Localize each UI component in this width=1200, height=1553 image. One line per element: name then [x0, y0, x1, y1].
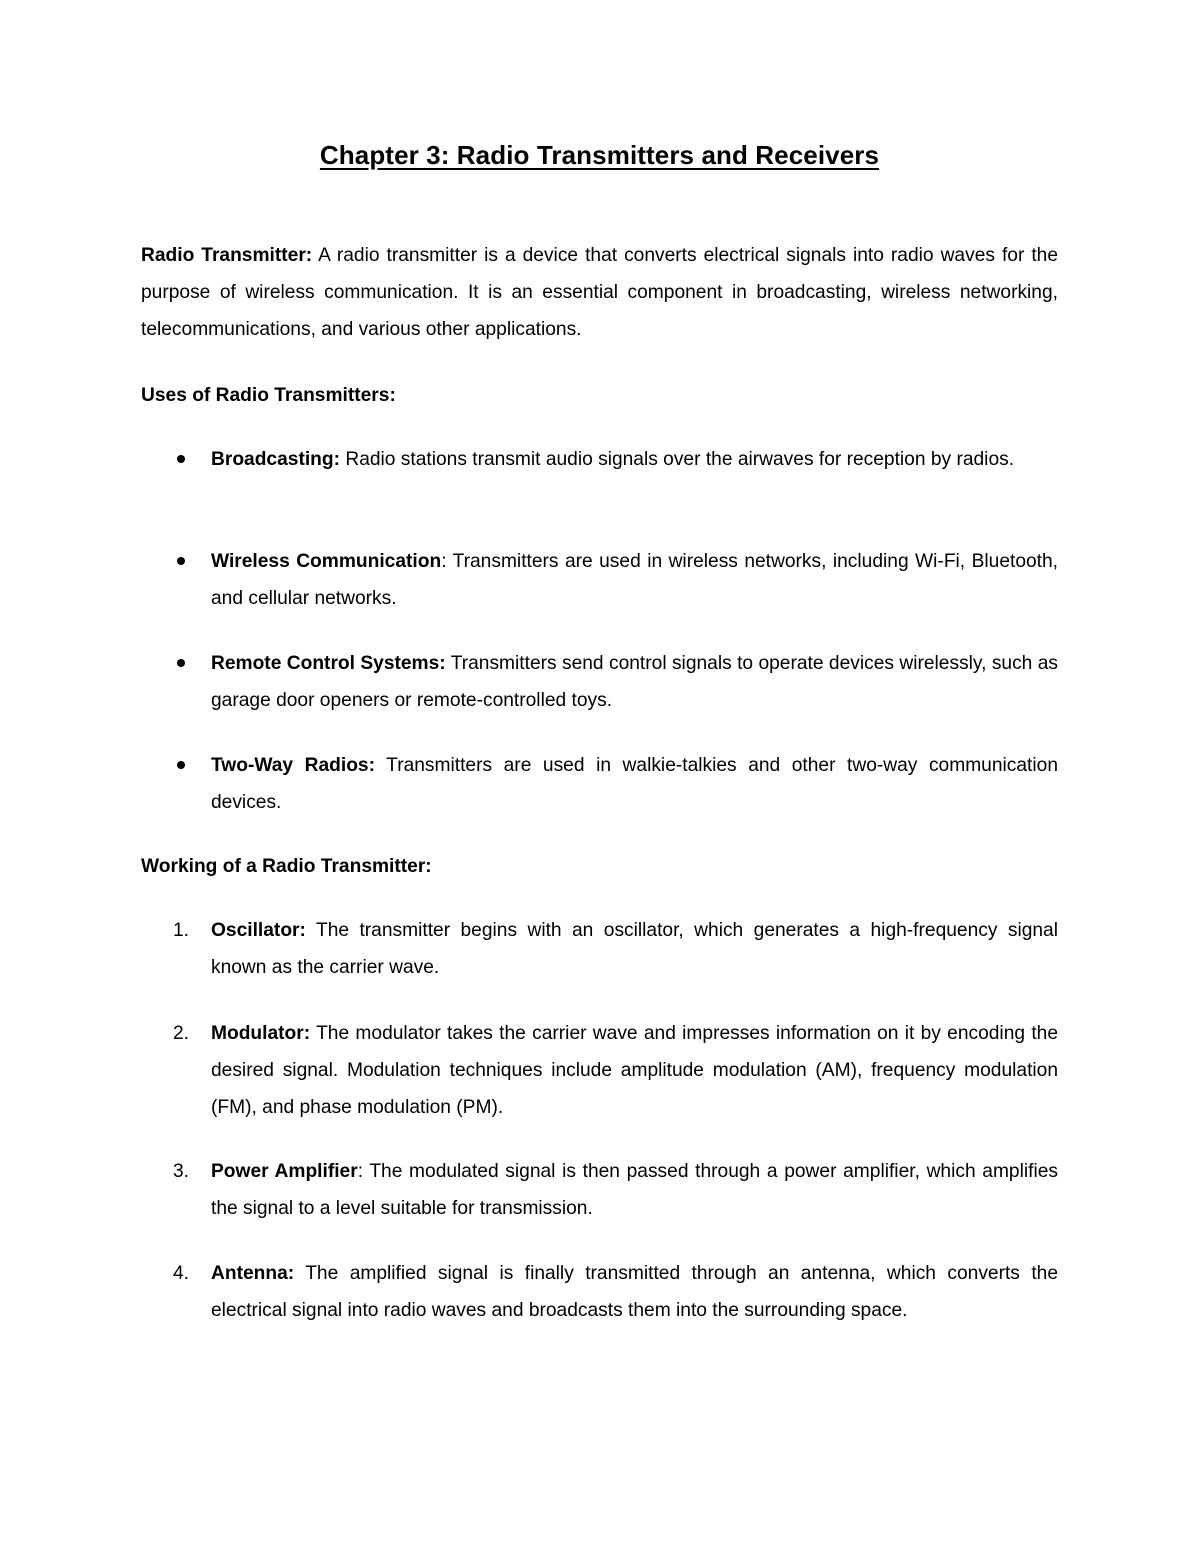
step-text — [211, 1255, 1058, 1329]
step-term: Power Amplifier — [211, 1161, 358, 1182]
step-text — [211, 1015, 1058, 1126]
step-body: The transmitter begins with an oscillator, which generates a high-frequency signal known as the carrier wave. — [211, 920, 1058, 978]
list-item-term: Two-Way Radios: — [211, 755, 375, 776]
list-item-term: Wireless Communication — [211, 551, 442, 572]
list-item-text — [211, 747, 1058, 821]
step-body: The amplified signal is finally transmitted through an antenna, which converts the electrical signal into radio waves and broadcasts them into the surrounding space. — [211, 1263, 1058, 1321]
uses-heading: Uses of Radio Transmitters: — [141, 385, 396, 406]
chapter-title: Chapter 3: Radio Transmitters and Receivers — [319, 140, 880, 170]
step-term: Antenna: — [211, 1263, 295, 1284]
step-term: Modulator: — [211, 1023, 311, 1044]
list-item-term: Remote Control Systems: — [211, 653, 446, 674]
list-item-text — [211, 543, 1058, 617]
intro-text: A radio transmitter is a device that converts electrical signals into radio waves for the purpose of wireless communication. It is an essential component in broadcasting, wireless networking, telecommunications, and various other applications. — [141, 245, 1058, 340]
step-number: 3. — [173, 1161, 190, 1182]
bullet-icon — [177, 659, 185, 667]
step-body: : The modulated signal is then passed through a power amplifier, which amplifies the signal to a level suitable for transmission. — [211, 1161, 1058, 1219]
working-heading: Working of a Radio Transmitter: — [141, 856, 432, 877]
step-body: The modulator takes the carrier wave and impresses information on it by encoding the desired signal. Modulation techniques include amplitude modulation (AM), frequency modulation (FM), and phase modulation (PM). — [211, 1023, 1058, 1118]
list-item-text — [211, 441, 1058, 478]
list-item-text — [211, 645, 1058, 719]
list-item-body: Transmitters send control signals to operate devices wirelessly, such as garage door openers or remote-controlled toys. — [211, 653, 1058, 711]
bullet-icon — [177, 557, 185, 565]
intro-term: Radio Transmitter: — [141, 245, 313, 266]
step-term: Oscillator: — [211, 920, 306, 941]
bullet-icon — [177, 455, 185, 463]
list-item-body: Transmitters are used in walkie-talkies and other two-way communication devices. — [211, 755, 1058, 813]
step-text — [211, 912, 1058, 986]
list-item-body: : Transmitters are used in wireless networks, including Wi-Fi, Bluetooth, and cellular networks. — [211, 551, 1058, 609]
intro-paragraph — [141, 237, 1058, 348]
list-item-term: Broadcasting: — [211, 449, 341, 470]
step-number: 2. — [173, 1023, 190, 1044]
bullet-icon — [177, 761, 185, 769]
list-item-body: Radio stations transmit audio signals over the airwaves for reception by radios. — [340, 449, 1015, 470]
step-text — [211, 1153, 1058, 1227]
step-number: 4. — [173, 1263, 190, 1284]
step-number: 1. — [173, 920, 190, 941]
